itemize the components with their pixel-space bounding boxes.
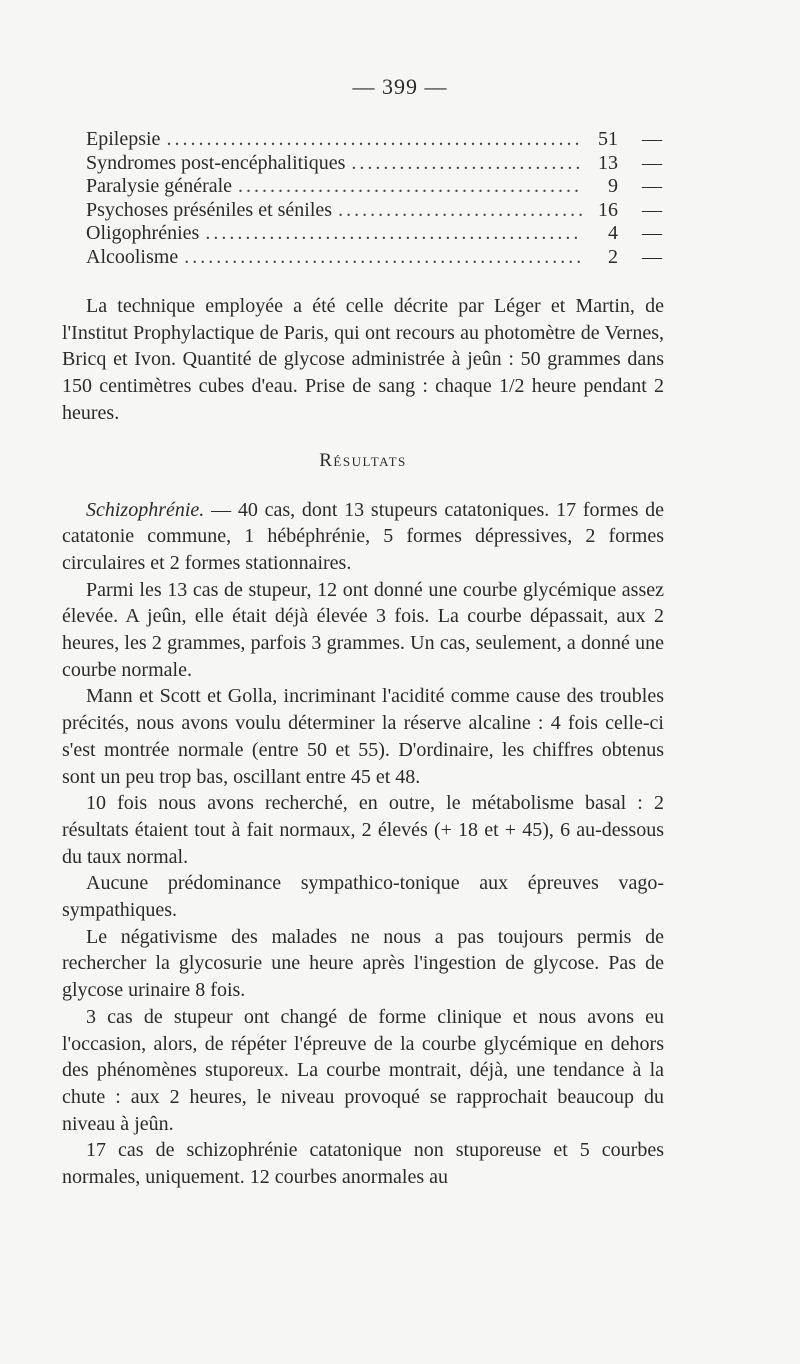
results-paragraph: Mann et Scott et Golla, incriminant l'acidité comme cause des troubles précités, nous avons voulu déterminer la réserve alcaline : 4 fois celle-ci s'est montrée normale (entre 50 et 55). D'ordinaire, les chiffres obtenus sont un peu trop bas, oscillant entre 45 et 48.	[62, 685, 664, 788]
dot-leader	[351, 152, 582, 176]
section-heading: Résultats	[319, 449, 407, 471]
stat-dash: —	[642, 245, 662, 268]
stat-dash: —	[642, 198, 662, 221]
results-paragraph: Parmi les 13 cas de stupeur, 12 ont donné une courbe glycémique assez élevée. A jeûn, elle était déjà élevée 3 fois. La courbe dépassait, aux 2 heures, les 2 grammes, parfois 3 grammes. Un cas, seulement, a donné une courbe normale.	[62, 578, 664, 681]
dot-leader	[184, 246, 582, 270]
stat-row	[86, 152, 662, 176]
dot-leader	[205, 222, 582, 246]
results-paragraph: Aucune prédominance sympathico-tonique aux épreuves vago-sympathiques.	[62, 872, 664, 922]
stat-row	[86, 222, 662, 246]
stat-label: Paralysie générale	[86, 175, 233, 197]
stat-row	[86, 175, 662, 199]
results-paragraph: 10 fois nous avons recherché, en outre, le métabolisme basal : 2 résultats étaient tout à fait normaux, 2 élevés (+ 18 et + 45), 6 au-dessous du taux normal.	[62, 792, 664, 868]
results-paragraph: Le négativisme des malades ne nous a pas toujours permis de rechercher la glycosurie une heure après l'ingestion de glycose. Pas de glycose urinaire 8 fois.	[62, 925, 664, 1002]
stat-value: 4	[608, 222, 618, 244]
stat-value: 16	[598, 198, 618, 221]
stat-value: 2	[608, 245, 618, 268]
stat-row	[86, 128, 662, 152]
stat-label: Alcoolisme	[86, 245, 179, 268]
stat-dash: —	[642, 222, 662, 244]
body-text	[62, 293, 664, 1191]
stat-label: Oligophrénies	[86, 222, 200, 244]
results-paragraph: 3 cas de stupeur ont changé de forme clinique et nous avons eu l'occasion, alors, de répéter l'épreuve de la courbe glycémique en dehors des phénomènes stuporeux. La courbe montrait, déjà, une tendance à la chute : aux 2 heures, le niveau provoqué se rapprochait beaucoup du niveau à jeûn.	[62, 1005, 664, 1135]
results-paragraph	[62, 497, 664, 577]
page-number: — 399 —	[352, 74, 448, 99]
stat-value: 13	[598, 151, 618, 174]
stat-dash: —	[642, 128, 662, 150]
results-paragraph: 17 cas de schizophrénie catatonique non stuporeuse et 5 courbes normales, uniquement. 12 courbes anormales au	[62, 1139, 664, 1189]
paragraph-lead: Schizophrénie.	[86, 498, 205, 521]
method-paragraph: La technique employée a été celle décrite par Léger et Martin, de l'Institut Prophylactique de Paris, qui ont recours au photomètre de Vernes, Bricq et Ivon. Quantité de glycose administrée à jeûn : 50 grammes dans 150 centimètres cubes d'eau. Prise de sang : chaque 1/2 heure pendant 2 heures.	[62, 295, 664, 424]
dot-leader	[338, 199, 582, 223]
statistics-list	[86, 128, 662, 269]
stat-row	[86, 199, 662, 223]
stat-dash: —	[642, 175, 662, 197]
stat-label: Epilepsie	[86, 128, 161, 150]
stat-label: Syndromes post-encéphalitiques	[86, 151, 346, 174]
dot-leader	[238, 175, 582, 199]
stat-dash: —	[642, 151, 662, 174]
paragraph-text: — 40 cas, dont 13 stupeurs catatoniques. 17 formes de catatonie commune, 1 hébéphrénie, 5 formes dépressives, 2 formes circulaires et 2 formes stationnaires.	[62, 498, 664, 574]
stat-label: Psychoses préséniles et séniles	[86, 198, 333, 221]
dot-leader	[166, 128, 582, 152]
stat-value: 51	[598, 128, 618, 150]
stat-row	[86, 246, 662, 270]
stat-value: 9	[608, 175, 618, 197]
